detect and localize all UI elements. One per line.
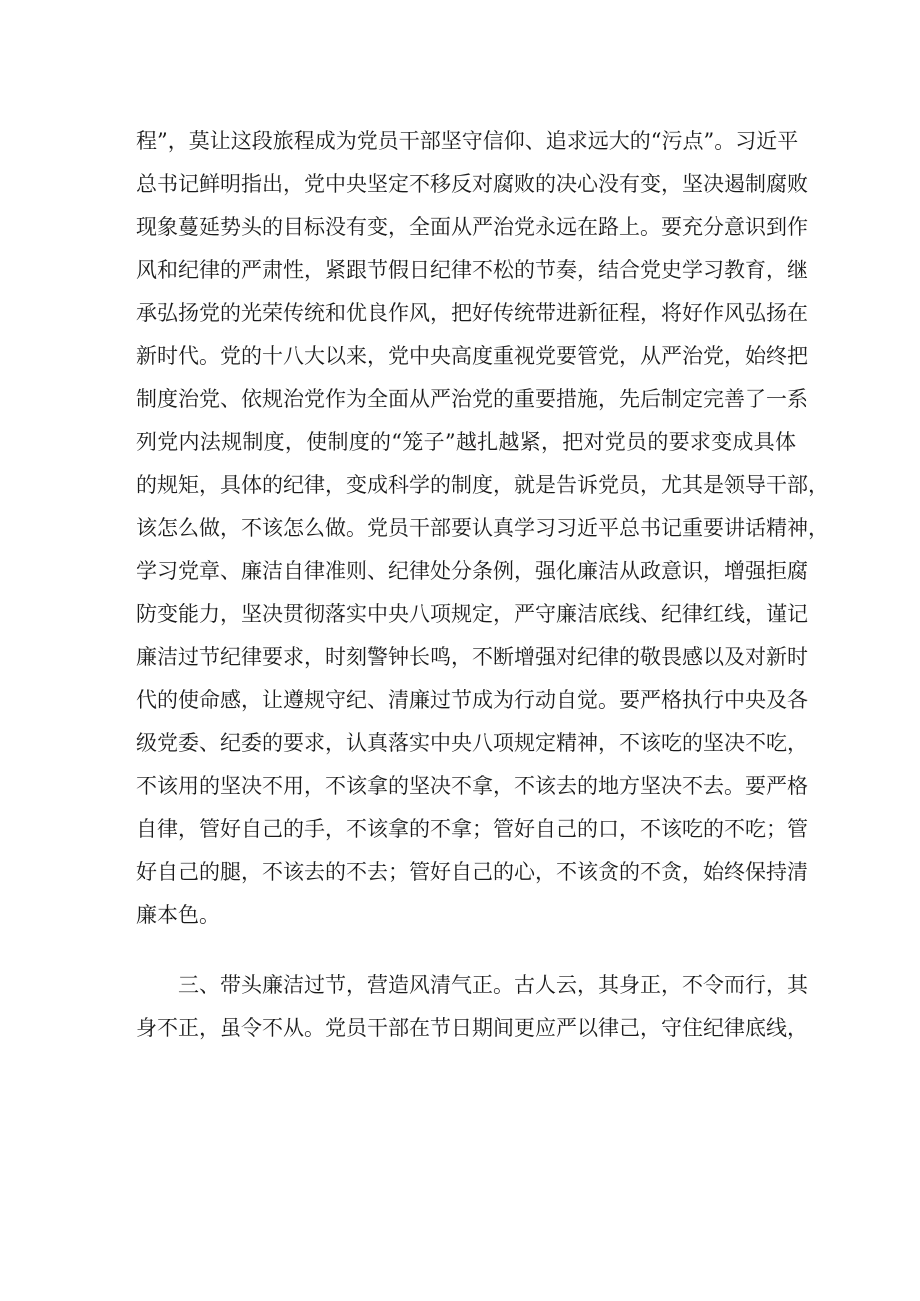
text-line: 不该用的坚决不用，不该拿的坚决不拿，不该去的地方坚决不去。要严格 xyxy=(136,774,808,798)
document-body xyxy=(136,120,829,1050)
text-line: 廉本色。 xyxy=(136,903,220,927)
text-line: 自律，管好自己的手，不该拿的不拿；管好自己的口，不该吃的不吃；管 xyxy=(136,817,808,841)
text-line: 风和纪律的严肃性，紧跟节假日纪律不松的节奏，结合党史学习教育，继 xyxy=(136,258,808,282)
text-line: 总书记鲜明指出，党中央坚定不移反对腐败的决心没有变，坚决遏制腐败 xyxy=(136,172,808,196)
text-line: 制度治党、依规治党作为全面从严治党的重要措施，先后制定完善了一系 xyxy=(136,387,808,411)
text-line: 学习党章、廉洁自律准则、纪律处分条例，强化廉洁从政意识，增强拒腐 xyxy=(136,559,808,583)
text-line: 列党内法规制度，使制度的“笼子”越扎越紧，把对党员的要求变成具体 xyxy=(136,430,796,454)
text-line: 该怎么做，不该怎么做。党员干部要认真学习习近平总书记重要讲话精神， xyxy=(136,516,829,540)
text-line: 的规矩，具体的纪律，变成科学的制度，就是告诉党员，尤其是领导干部， xyxy=(136,473,829,497)
text-line: 承弘扬党的光荣传统和优良作风，把好传统带进新征程，将好作风弘扬在 xyxy=(136,301,808,325)
text-line: 三、带头廉洁过节，营造风清气正。古人云，其身正，不令而行，其 xyxy=(136,973,808,997)
text-line: 级党委、纪委的要求，认真落实中央八项规定精神，不该吃的坚决不吃， xyxy=(136,731,808,755)
text-line: 身不正，虽令不从。党员干部在节日期间更应严以律己，守住纪律底线， xyxy=(136,1016,808,1040)
text-line: 程”，莫让这段旅程成为党员干部坚守信仰、追求远大的“污点”。习近平 xyxy=(136,129,799,153)
text-line: 新时代。党的十八大以来，党中央高度重视党要管党，从严治党，始终把 xyxy=(136,344,808,368)
paragraph-1 xyxy=(136,120,829,937)
text-line: 防变能力，坚决贯彻落实中央八项规定，严守廉洁底线、纪律红线，谨记 xyxy=(136,602,808,626)
paragraph-2 xyxy=(136,964,808,1050)
text-line: 代的使命感，让遵规守纪、清廉过节成为行动自觉。要严格执行中央及各 xyxy=(136,688,808,712)
text-line: 好自己的腿，不该去的不去；管好自己的心，不该贪的不贪，始终保持清 xyxy=(136,860,808,884)
text-line: 廉洁过节纪律要求，时刻警钟长鸣，不断增强对纪律的敬畏感以及对新时 xyxy=(136,645,808,669)
paragraph-spacer xyxy=(136,937,796,964)
text-line: 现象蔓延势头的目标没有变，全面从严治党永远在路上。要充分意识到作 xyxy=(136,215,808,239)
